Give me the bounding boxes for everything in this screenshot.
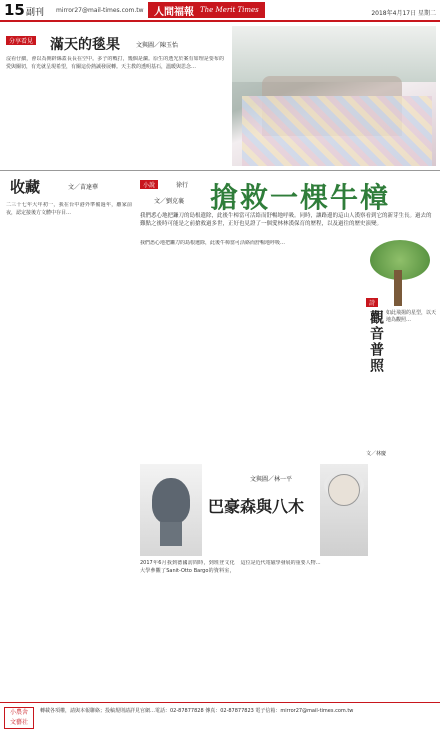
section-tag: 分享看見 [6, 36, 36, 45]
article-headline: 搶救一棵牛樟 [210, 181, 391, 214]
tree-trunk [394, 270, 402, 306]
article-title: 巴豪森與八木 [208, 497, 305, 516]
article-tree-header [140, 176, 436, 238]
blanket-photo [232, 26, 436, 166]
page-header [0, 0, 440, 22]
article-collection [6, 176, 132, 724]
page-footer [0, 702, 440, 732]
issue-date: 2018年4月17日 星期二 [371, 10, 436, 17]
footer-logo-sub: 文藝社 [9, 719, 28, 726]
article-lead: 我們悉心地把鐮刀的島根遺除，此後牛樟當可活絡而舒暢地呼吸。同時，讓路邊的這山人漢察看到它的新芽生長。過去的難點之後時可能是之前搶救過多世，正好也見證了一個愛林林漢保育的歷程，以及過往的歷史演變。 [140, 213, 432, 227]
footer-info: 轉載各項權，請與本報聯絡；投稿規則請詳見官網…電話：02-87877828 傳真：02-87877823 電子信箱：mirror27@mail-times.com.tw [40, 708, 354, 714]
article-byline: 文與圖／陳玉怡 [136, 42, 179, 49]
article-body: 二三十七年大年初一，我在台中港外準備過年，離家前夜，認定接後方文體中存目… [6, 202, 132, 216]
tree-illustration [364, 240, 436, 306]
article-body: 我們悉心地把鐮刀的島根遺除，此後牛樟當可活絡而舒暢地呼吸… [140, 240, 286, 246]
photo-sky [232, 26, 436, 82]
header-email: mirror27@mail-times.com.tw [56, 7, 144, 14]
masthead-en: The Merit Times [200, 6, 259, 14]
article-body: 2017年6月我到德國訪問時，到班登文化大學參觀了Sanit-Otto Bargo的資料室，這位是近代電磁學發展的重要人物… [140, 560, 321, 574]
photo-blanket [242, 96, 432, 166]
portrait-photo [320, 464, 368, 556]
kicker-secondary: 徐行 [176, 182, 189, 189]
masthead-cn: 人間福報 [154, 6, 194, 18]
bust-photo [140, 464, 202, 556]
article-byline: 文與圖／林一平 [250, 476, 293, 483]
article-title: 滿天的毯果 [50, 37, 120, 53]
page-number: 15 [4, 1, 25, 19]
article-hachiya [140, 464, 440, 560]
section-name: 副刊 [26, 8, 45, 18]
section-divider [0, 170, 440, 171]
kicker-tag: 小說 [140, 180, 158, 189]
poem-byline: 文／林慶 [366, 451, 387, 457]
poem-title: 觀音普照 [368, 310, 384, 374]
footer-logo-text: 小農舍 [9, 709, 28, 716]
poem-kicker: 詩 [366, 298, 378, 307]
article-blanket [6, 28, 224, 168]
article-byline: 文／劉克襄 [154, 198, 185, 205]
article-body: 沒看仔細，會以為開辟絲蓋長長在空中。多子的戰打，幾個是瀾。原生的透光於案有如理是要布的愛與關切，有光就呈現希望，有關這份熱誠發展轉。天主教的透明基石，溫暖與思念… [6, 56, 224, 70]
article-poem [366, 300, 437, 460]
article-hachiya-body [140, 560, 436, 686]
article-title: 收藏 [10, 178, 41, 196]
footer-logo [4, 707, 34, 729]
article-byline: 文／苗達華 [68, 184, 99, 191]
bust-head [152, 478, 190, 524]
bust-base [160, 522, 182, 546]
portrait-head [328, 474, 360, 506]
article-tree-body [140, 240, 360, 460]
masthead [148, 2, 265, 18]
poem-body: 如此飛揚的星型，以天地為觀照… [386, 310, 437, 323]
